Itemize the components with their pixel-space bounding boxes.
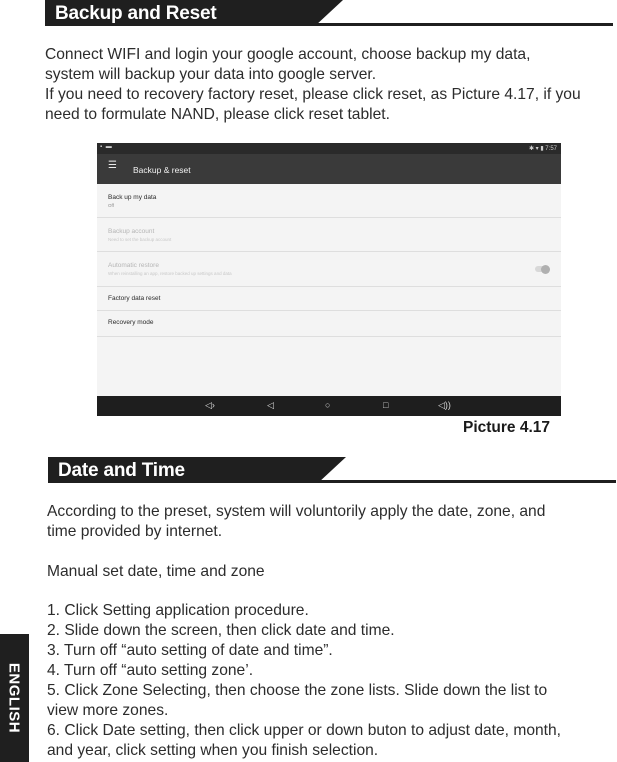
item-title: Factory data reset [108,295,161,302]
paragraph-line: Connect WIFI and login your google account, choose backup my data, [45,46,531,63]
steps-list [47,601,612,761]
back-icon[interactable]: ◁ [267,400,274,410]
volume-up-icon[interactable]: ◁)) [438,400,451,410]
toggle-knob [541,265,550,274]
backup-section-heading: Backup and Reset [55,3,217,24]
picture-caption: Picture 4.17 [463,419,551,436]
language-side-tab [0,634,29,762]
step-line: 4. Turn off “auto setting zone’. [47,662,254,679]
status-left-icons: ▪ ▬ [100,144,113,150]
item-subtitle: When reinstalling an app, restore backed up settings and data [108,271,232,276]
step-line: 3. Turn off “auto setting of date and time”. [47,642,333,659]
settings-item-recovery-mode[interactable] [97,311,561,337]
date-section-header [48,457,616,483]
paragraph-line: need to formulate NAND, please click reset tablet. [45,106,390,123]
app-bar-title: Backup & reset [133,165,191,175]
item-subtitle: Need to set the backup account [108,237,172,242]
step-line: 6. Click Date setting, then click upper or down buton to adjust date, month, [47,722,562,739]
settings-item-backup-data[interactable] [97,184,561,218]
item-title: Automatic restore [108,262,159,269]
paragraph-line: time provided by internet. [47,523,223,540]
manual-heading: Manual set date, time and zone [47,563,265,580]
settings-item-factory-reset[interactable] [97,287,561,311]
hamburger-icon[interactable]: ☰ [108,160,117,171]
side-tab-label: ENGLISH [5,662,23,734]
step-line: and year, click setting when you finish selection. [47,742,379,759]
item-subtitle: Off [108,203,114,208]
status-right-icons: ✱ ▾ ▮ 7:57 [528,146,557,152]
item-title: Back up my data [108,194,157,201]
item-title: Backup account [108,228,155,235]
date-intro [47,502,607,542]
backup-reset-screenshot [97,143,561,416]
step-line: 5. Click Zone Selecting, then choose the zone lists. Slide down the list to [47,682,548,699]
automatic-restore-toggle[interactable] [535,266,549,272]
app-bar [97,154,561,184]
date-section-heading: Date and Time [58,460,185,481]
backup-section-header [45,0,613,26]
step-line: view more zones. [47,702,169,719]
paragraph-line: According to the preset, system will voluntorily apply the date, zone, and [47,503,546,520]
paragraph-line: system will backup your data into google server. [45,66,377,83]
settings-item-automatic-restore[interactable] [97,252,561,287]
step-line: 2. Slide down the screen, then click date and time. [47,622,395,639]
settings-item-backup-account[interactable] [97,218,561,252]
navigation-bar [97,396,561,416]
step-line: 1. Click Setting application procedure. [47,602,309,619]
volume-down-icon[interactable]: ◁› [205,400,215,410]
paragraph-line: If you need to recovery factory reset, please click reset, as Picture 4.17, if you [45,86,581,103]
recents-icon[interactable]: □ [383,400,389,410]
item-title: Recovery mode [108,319,154,326]
home-icon[interactable]: ○ [325,400,331,410]
status-bar [97,143,561,154]
backup-paragraph [45,45,615,125]
